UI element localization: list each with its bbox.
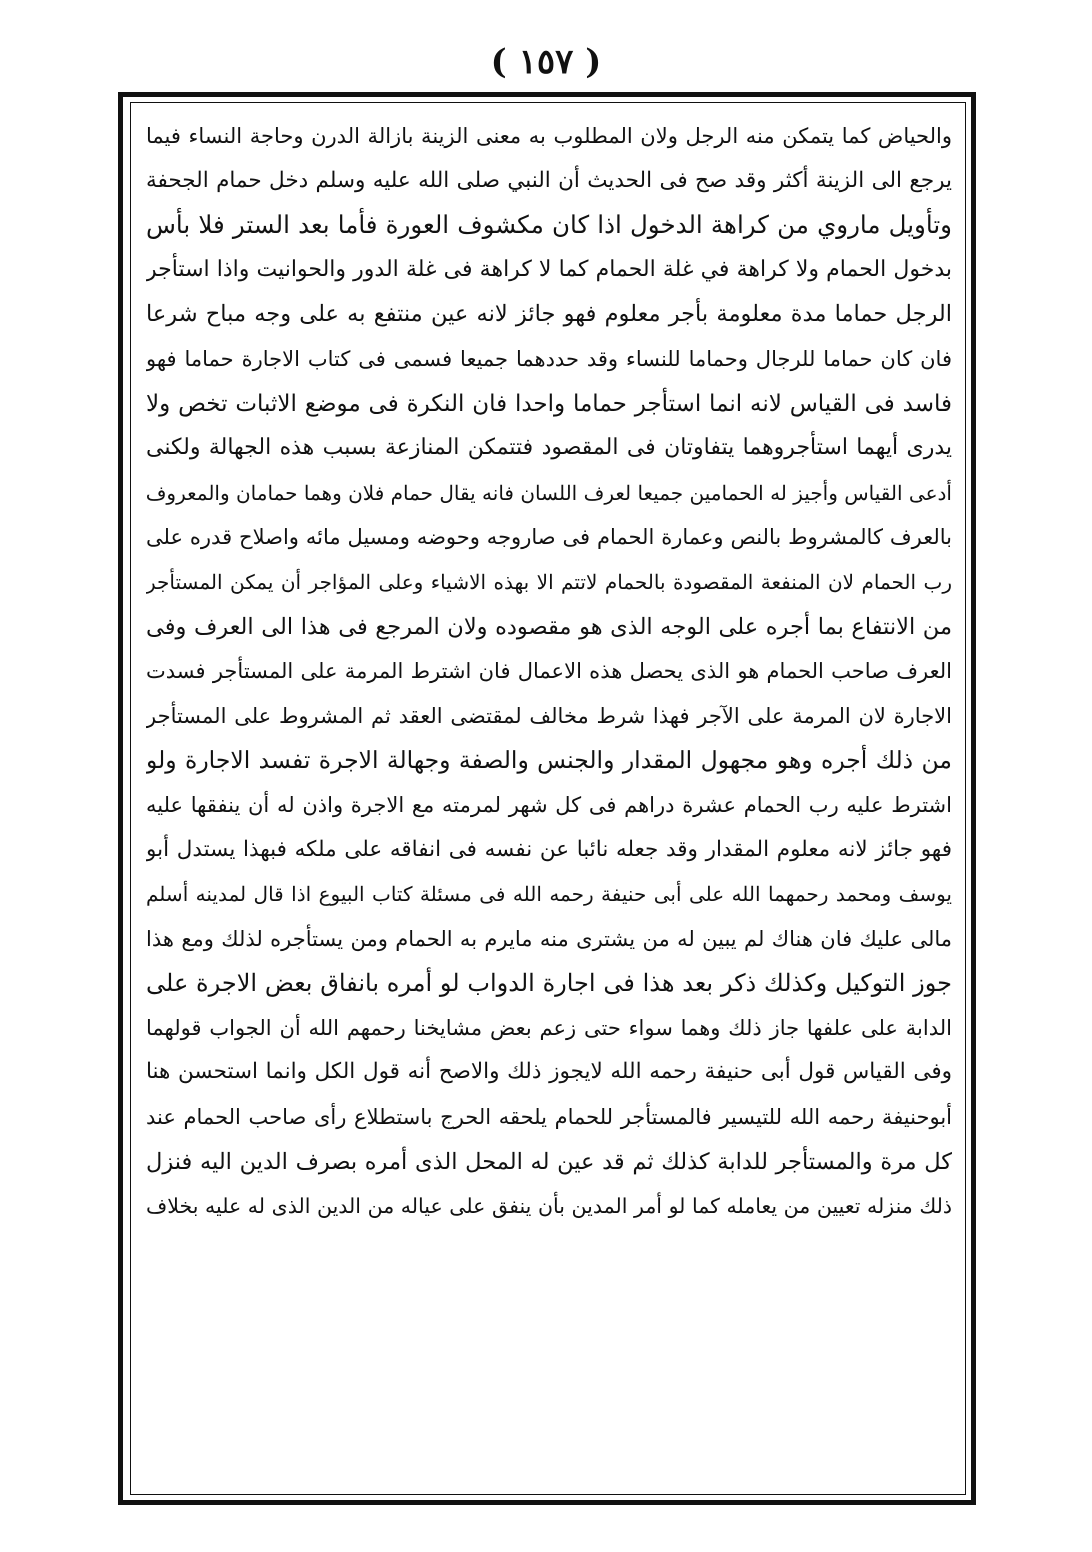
text-line: بدخول الحمام ولا كراهة في غلة الحمام كما لا كراهة فى غلة الدور والحوانيت واذا استأجر bbox=[146, 256, 952, 282]
text-line: رب الحمام لان المنفعة المقصودة بالحمام لاتتم الا بهذه الاشياء وعلى المؤاجر أن يمكن المستأجر bbox=[146, 569, 952, 594]
text-line: العرف صاحب الحمام هو الذى يحصل هذه الاعمال فان اشترط المرمة على المستأجر فسدت bbox=[146, 659, 952, 684]
text-line: ذلك منزله تعيين من يعامله كما لو أمر المدين بأن ينفق على عياله من الدين الذى له عليه بخلاف bbox=[146, 1194, 952, 1219]
body-text bbox=[146, 114, 952, 1486]
text-line: أبوحنيفة رحمه الله للتيسير فالمستأجر للحمام يلحقه الحرج باستطلاع رأى صاحب الحمام عند bbox=[146, 1105, 952, 1130]
text-line: فان كان حماما للرجال وحماما للنساء وقد حددهما جميعا فسمى فى كتاب الاجارة حماما فهو bbox=[146, 346, 952, 371]
text-line: فهو جائز لانه معلوم المقدار وقد جعله نائبا عن نفسه فى انفاقه على ملكه فبهذا يستدل أبو bbox=[146, 836, 952, 862]
text-line: اشترط عليه رب الحمام عشرة دراهم فى كل شهر لمرمته مع الاجرة واذن له أن ينفقها عليه bbox=[146, 792, 952, 817]
text-line: بالعرف كالمشروط بالنص وعمارة الحمام فى صاروجه وحوضه ومسيل مائه واصلاح قدره على bbox=[146, 525, 952, 550]
page-number: ( ١٥٧ ) bbox=[490, 42, 602, 82]
text-line: يوسف ومحمد رحمهما الله على أبى حنيفة رحمه الله فى مسئلة كتاب البيوع اذا قال لمدينه أسلم bbox=[146, 882, 952, 907]
text-line: الرجل حماما مدة معلومة بأجر معلوم فهو جائز لانه عين منتفع به على وجه مباح شرعا bbox=[146, 301, 952, 328]
text-line: من الانتفاع بما أجره على الوجه الذى هو مقصوده ولان المرجع فى هذا الى العرف وفى bbox=[146, 613, 952, 640]
text-line: فاسد فى القياس لانه انما استأجر حماما واحدا فان النكرة فى موضع الاثبات تخص ولا bbox=[146, 390, 952, 417]
text-line: يدرى أيهما استأجروهما يتفاوتان فى المقصود فتتمكن المنازعة بسبب هذه الجهالة ولكنى bbox=[146, 435, 952, 461]
text-line: وفى القياس قول أبى حنيفة رحمه الله لايجوز ذلك والاصح أنه قول الكل وانما استحسن هنا bbox=[146, 1059, 952, 1085]
text-line: من ذلك أجره وهو مجهول المقدار والجنس والصفة وجهالة الاجرة تفسد الاجارة ولو bbox=[146, 746, 952, 775]
text-line: أدعى القياس وأجيز له الحمامين جميعا لعرف اللسان فانه يقال حمام فلان وهما حمامان والمعروف bbox=[146, 480, 952, 505]
text-line: كل مرة والمستأجر للدابة كذلك ثم قد عين له المحل الذى أمره بصرف الدين اليه فنزل bbox=[146, 1148, 952, 1175]
text-line: وتأويل ماروي من كراهة الدخول اذا كان مكشوف العورة فأما بعد الستر فلا بأس bbox=[146, 210, 952, 240]
text-line: والحياض كما يتمكن منه الرجل ولان المطلوب به معنى الزينة بازالة الدرن وحاجة النساء فيما bbox=[146, 124, 952, 148]
text-line: مالى عليك فان هناك لم يبين له من يشترى منه مايرم به الحمام ومن يستأجره لذلك ومع هذا bbox=[146, 926, 952, 951]
text-line: يرجع الى الزينة أكثر وقد صح فى الحديث أن النبي صلى الله عليه وسلم دخل حمام الجحفة bbox=[146, 167, 952, 193]
text-line: الدابة على علفها جاز ذلك وهما سواء حتى زعم بعض مشايخنا رحمهم الله أن الجواب قولهما bbox=[146, 1015, 952, 1040]
text-line: الاجارة لان المرمة على الآجر فهذا شرط مخالف لمقتضى العقد ثم المشروط على المستأجر bbox=[146, 703, 952, 728]
text-line: جوز التوكيل وكذلك ذكر بعد هذا فى اجارة الدواب لو أمره بانفاق بعض الاجرة على bbox=[146, 969, 952, 998]
